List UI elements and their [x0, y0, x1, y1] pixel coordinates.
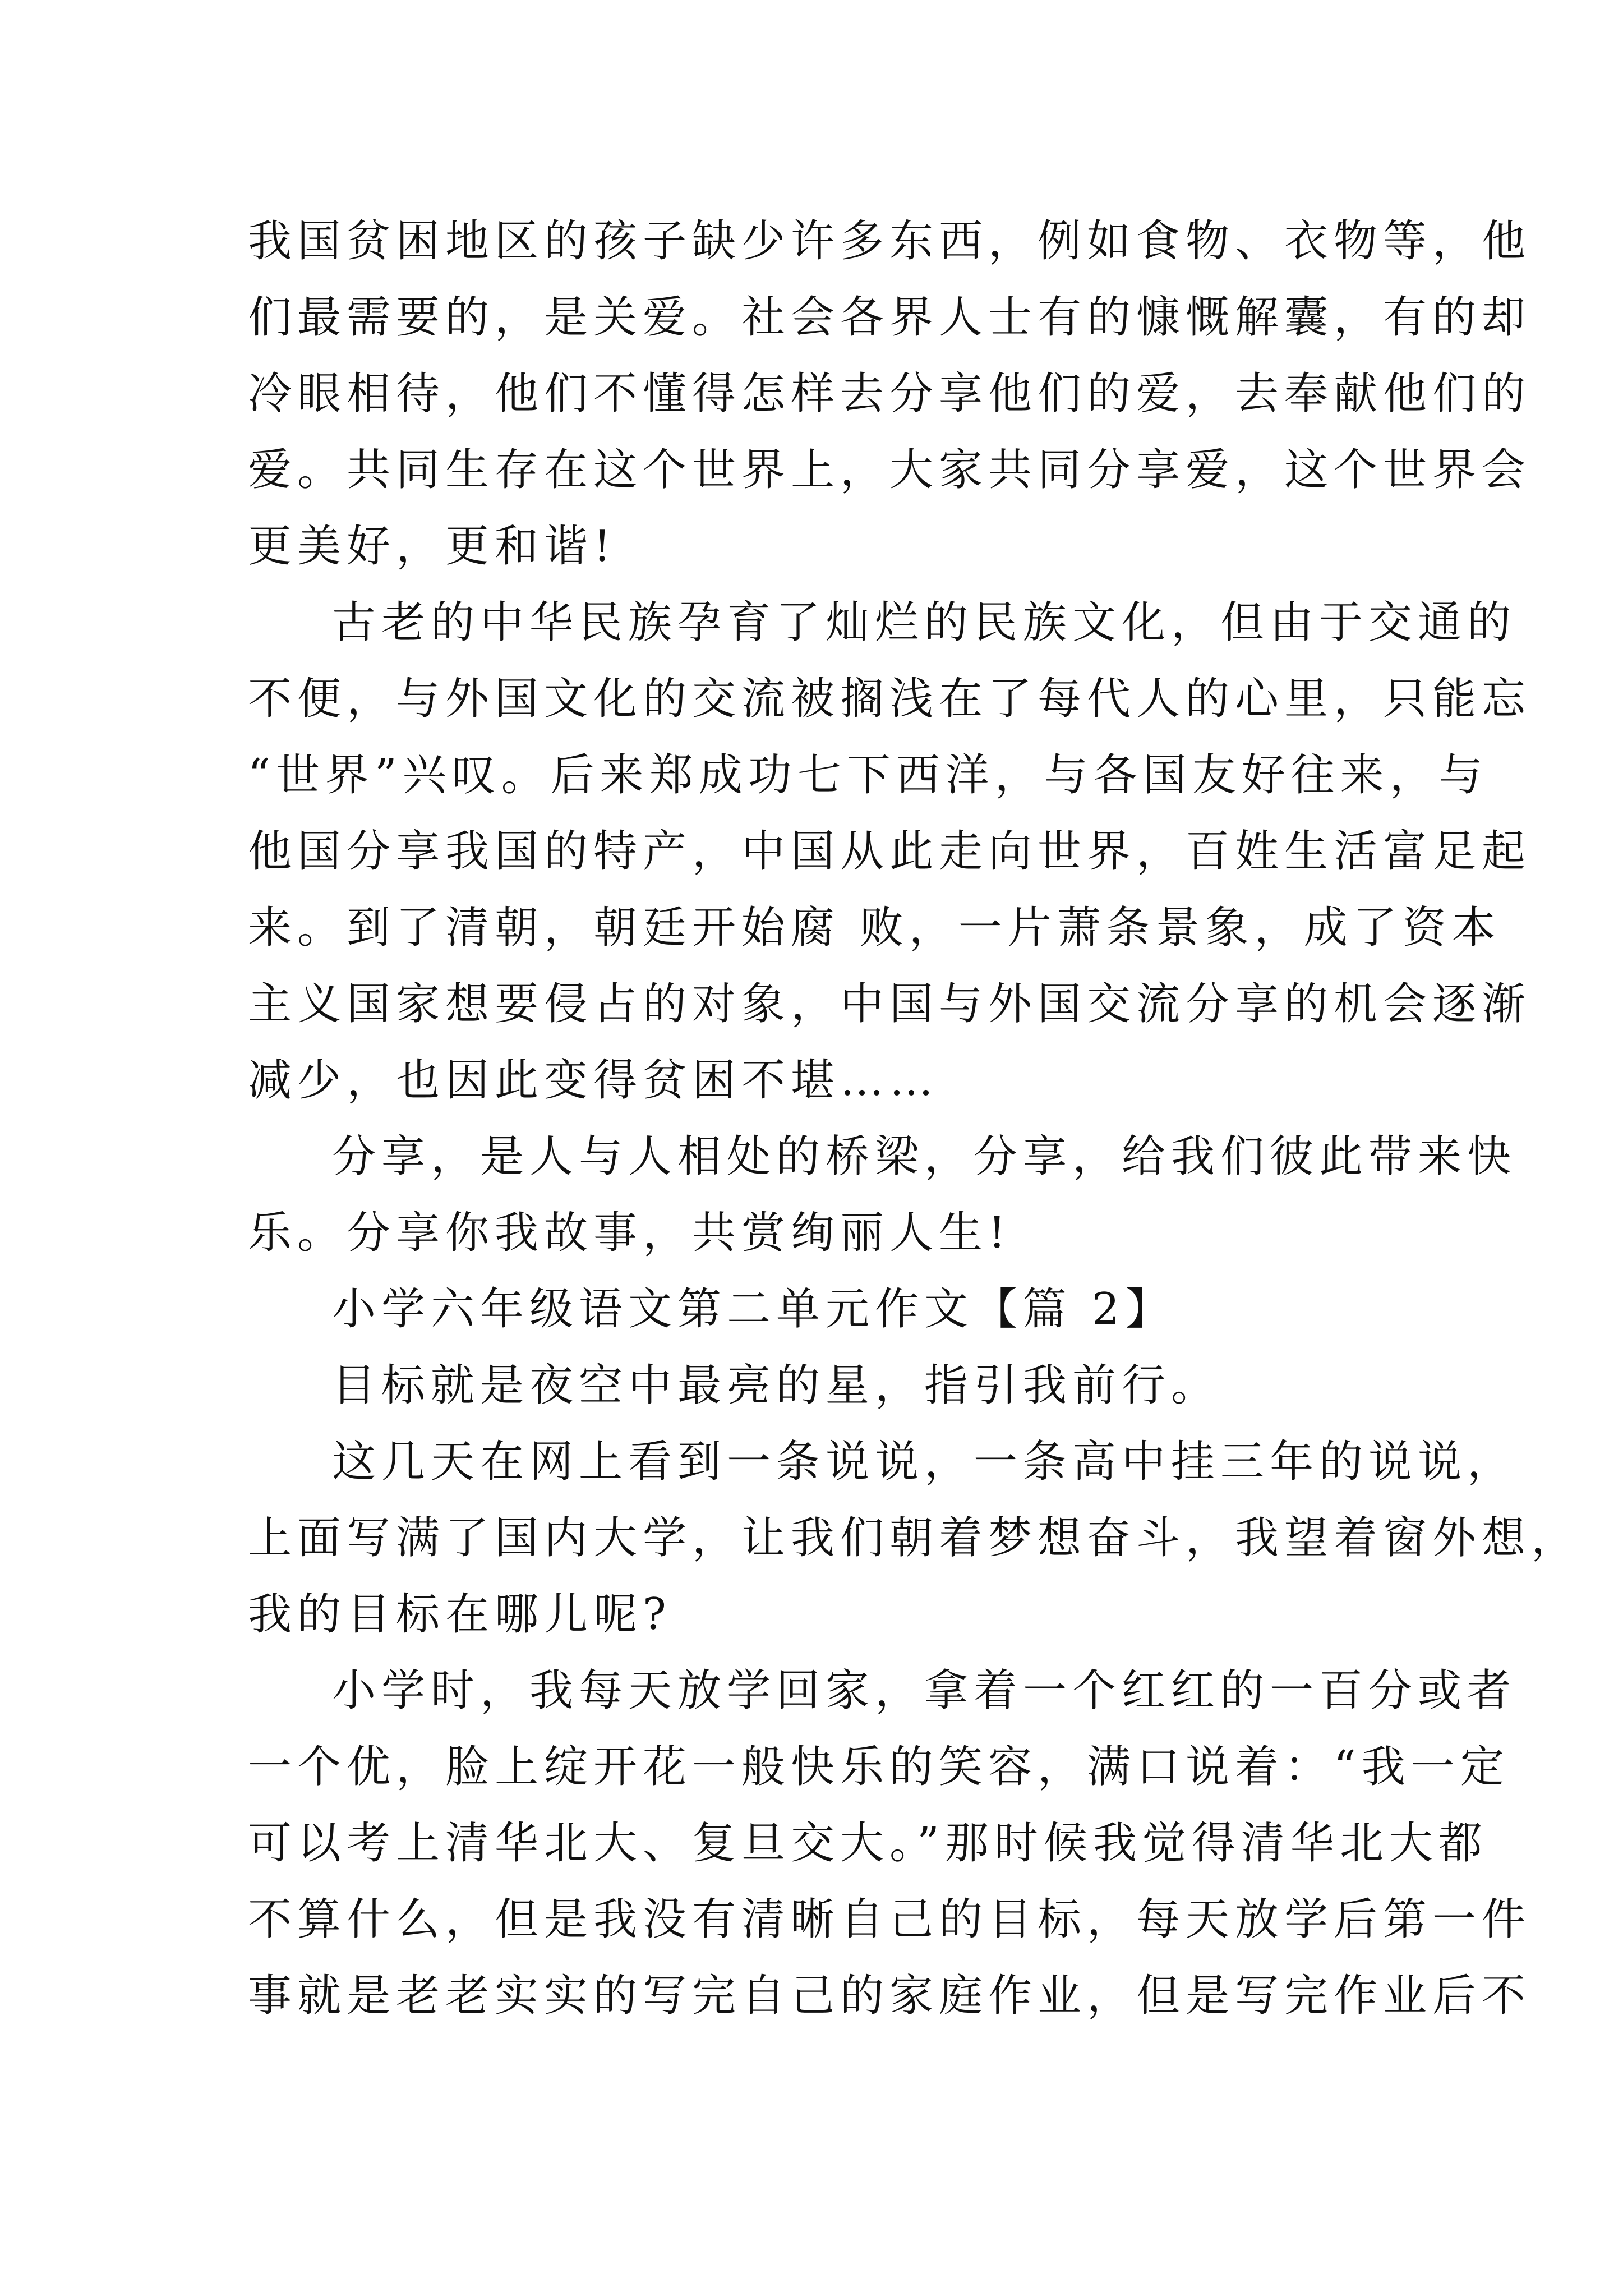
paragraph-start-line: 小学时，我每天放学回家，拿着一个红红的一百分或者: [332, 1665, 1517, 1716]
paragraph-start-line: 这几天在网上看到一条说说，一条高中挂三年的说说，: [332, 1437, 1517, 1487]
paragraph-start-line: 目标就是夜空中最亮的星，指引我前行。: [332, 1360, 1221, 1411]
text-line: 爱。共同生存在这个世界上，大家共同分享爱，这个世界会: [248, 445, 1532, 495]
text-line: 他国分享我国的特产，中国从此走向世界，百姓生活富足起: [248, 826, 1532, 877]
paragraph-start-line: 分享，是人与人相处的桥梁，分享，给我们彼此带来快: [332, 1131, 1517, 1182]
text-line: 更美好，更和谐!: [248, 521, 617, 572]
text-line: 来。到了清朝，朝廷开始腐 败，一片萧条景象，成了资本: [248, 903, 1501, 953]
text-line: 冷眼相待，他们不懂得怎样去分享他们的爱，去奉献他们的: [248, 369, 1532, 419]
text-line: 一个优，脸上绽开花一般快乐的笑容，满口说着：“我一定: [248, 1742, 1510, 1792]
section-heading: 小学六年级语文第二单元作文【篇 2】: [332, 1284, 1175, 1335]
paragraph-start-line: 古老的中华民族孕育了灿烂的民族文化，但由于交通的: [332, 597, 1517, 648]
text-line: “世界”兴叹。后来郑成功七下西洋，与各国友好往来，与: [248, 750, 1488, 800]
text-line: 不便，与外国文化的交流被搁浅在了每代人的心里，只能忘: [248, 674, 1532, 724]
text-line: 我的目标在哪儿呢?: [248, 1589, 672, 1640]
text-line: 我国贫困地区的孩子缺少许多东西，例如食物、衣物等，他: [248, 216, 1532, 266]
text-line: 减少，也因此变得贫困不堪……: [248, 1055, 939, 1106]
body-text: [248, 203, 1581, 2034]
text-line: 乐。分享你我故事，共赏绚丽人生!: [248, 1208, 1012, 1258]
text-line: 不算什么，但是我没有清晰自己的目标，每天放学后第一件: [248, 1894, 1532, 1945]
text-line: 上面写满了国内大学，让我们朝着梦想奋斗，我望着窗外想，: [248, 1513, 1581, 1563]
text-line: 可以考上清华北大、复旦交大。”那时候我觉得清华北大都: [248, 1818, 1488, 1869]
text-line: 事就是老老实实的写完自己的家庭作业，但是写完作业后不: [248, 1971, 1532, 2021]
text-line: 主义国家想要侵占的对象，中国与外国交流分享的机会逐渐: [248, 979, 1532, 1029]
text-line: 们最需要的，是关爱。社会各界人士有的慷慨解囊，有的却: [248, 292, 1532, 343]
